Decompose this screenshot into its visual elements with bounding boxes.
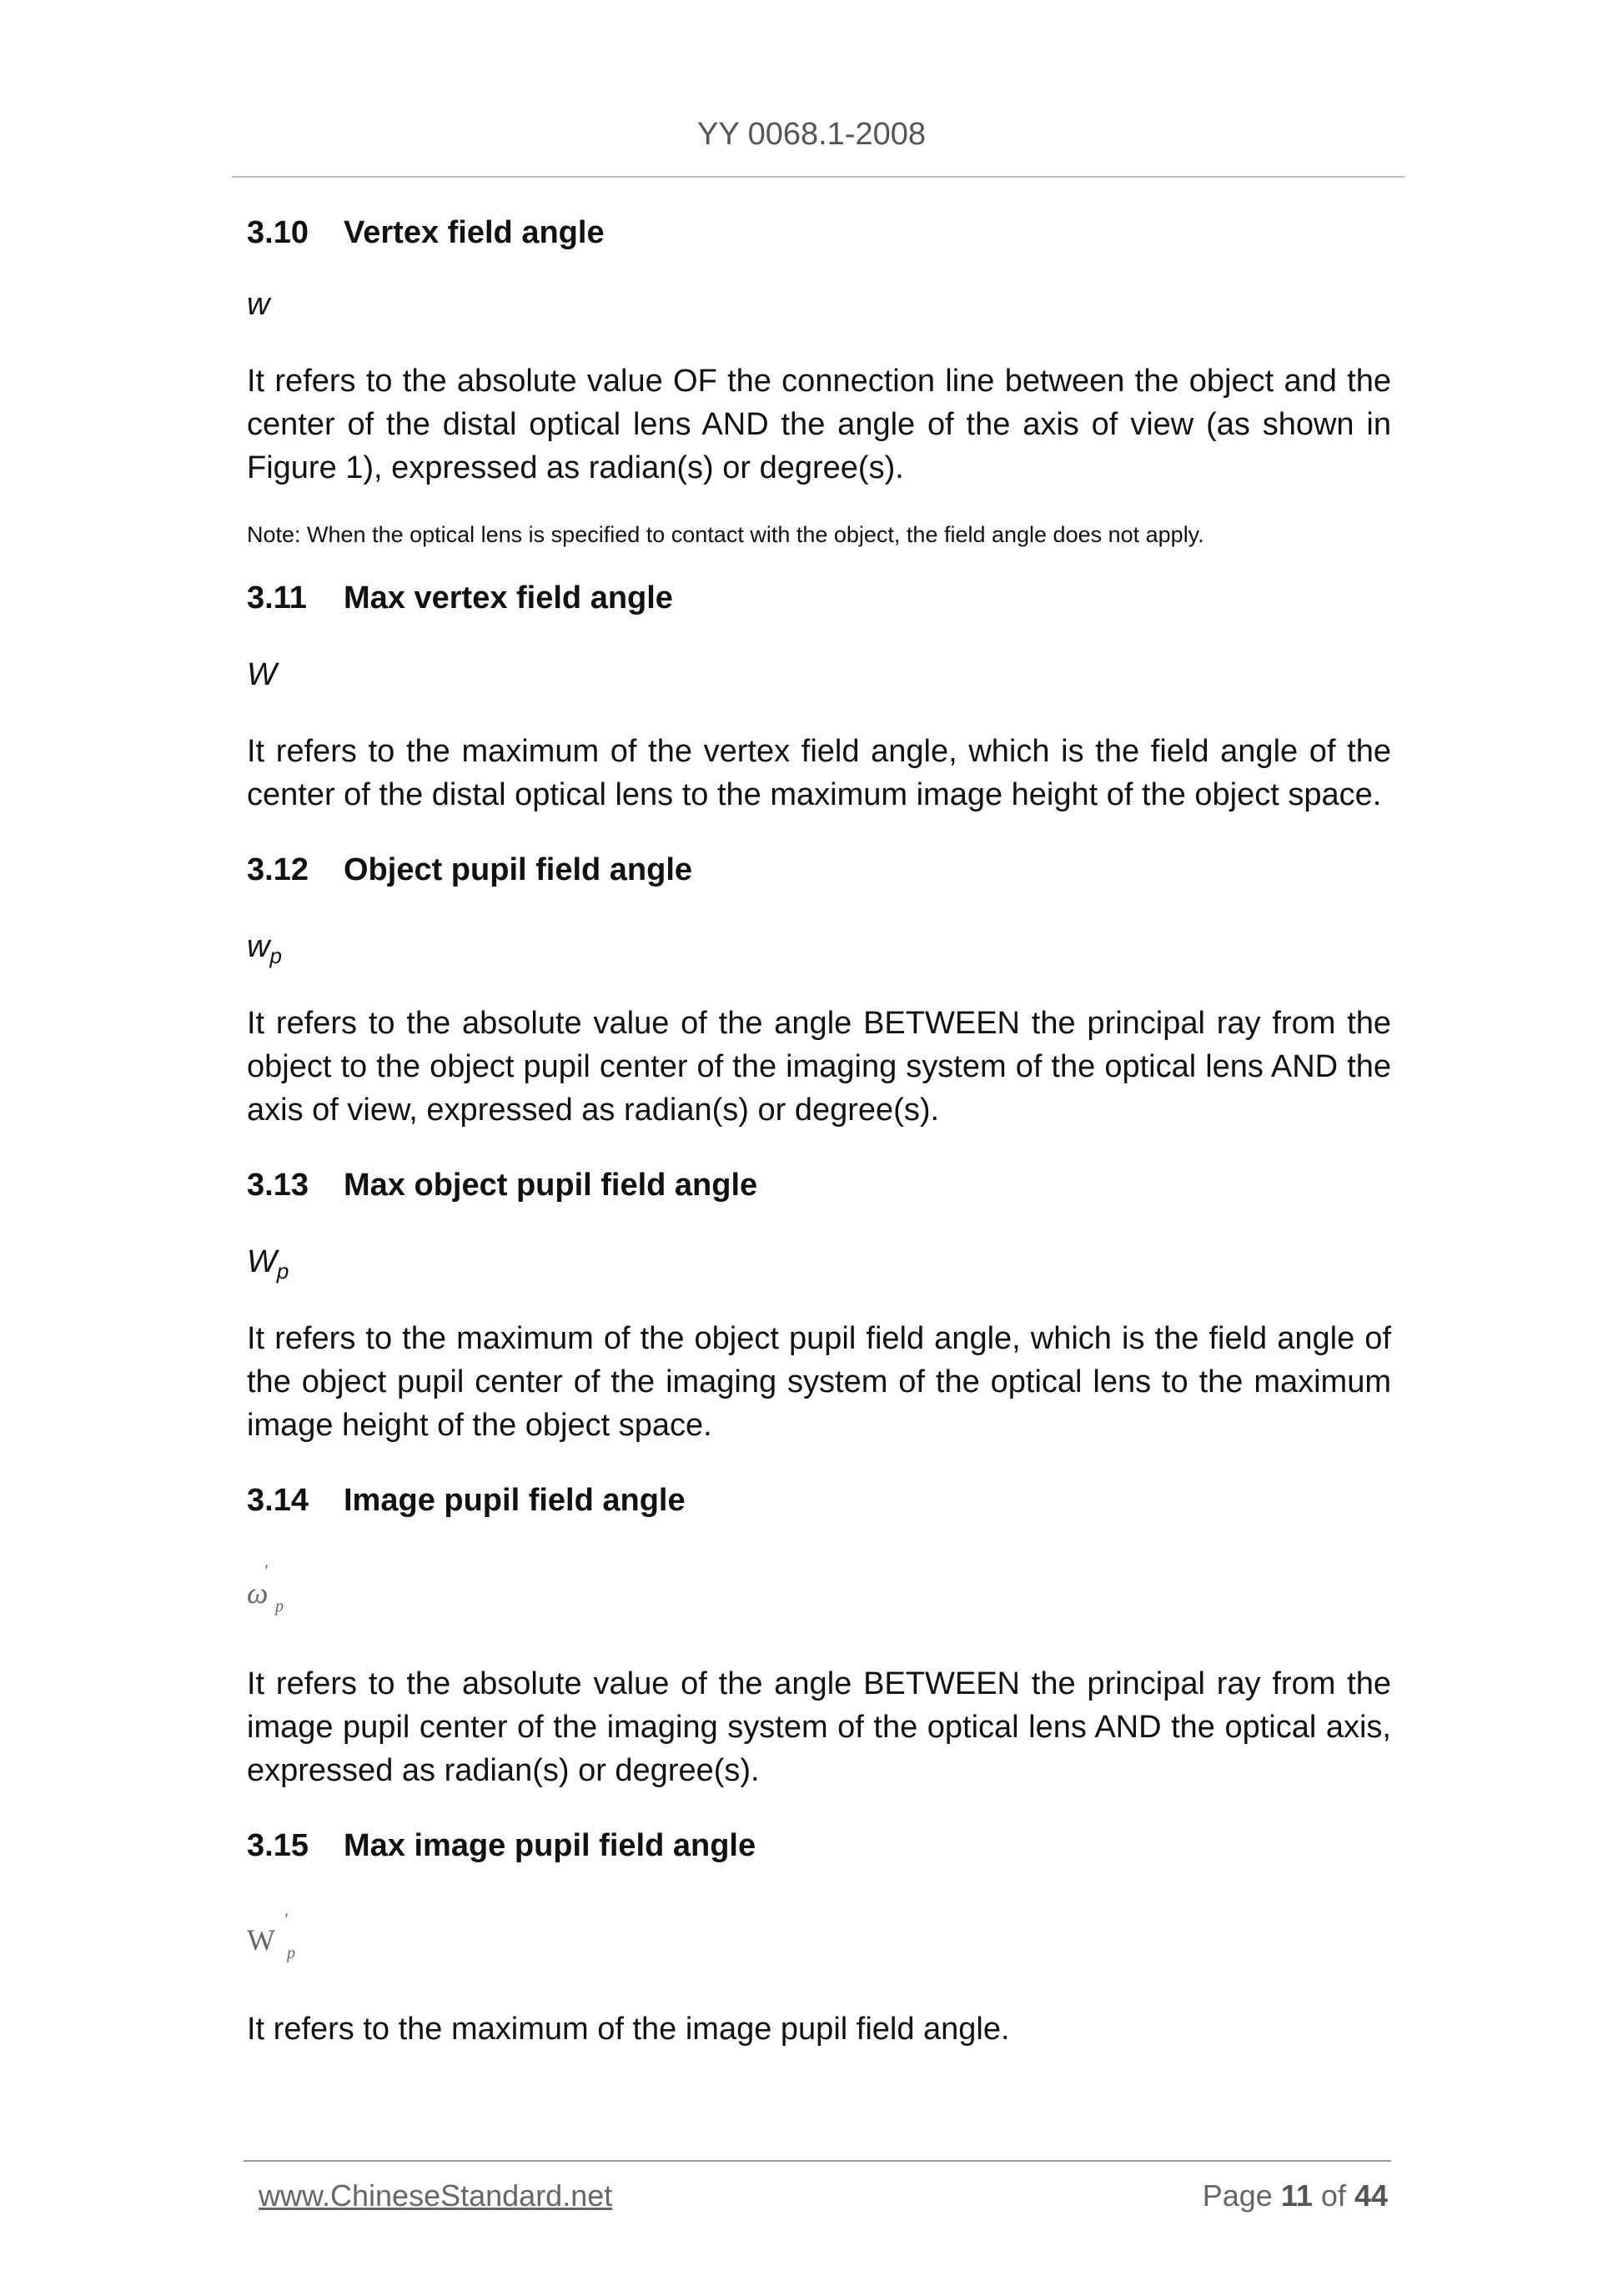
section-symbol	[247, 284, 1391, 324]
symbol-main: w	[247, 287, 270, 322]
section-number: 3.14	[247, 1483, 309, 1518]
section-title: Vertex field angle	[344, 215, 605, 250]
symbol-main: W	[247, 1923, 275, 1957]
symbol-prime: ′	[284, 1909, 288, 1930]
section-number: 3.10	[247, 215, 309, 250]
document-body	[247, 213, 1391, 2051]
symbol-subscript: p	[276, 1259, 289, 1284]
section-number: 3.13	[247, 1168, 309, 1203]
section-text: It refers to the maximum of the object pupil field angle, which is the field angle of the object pupil center of the imaging system of the optical lens to the maximum image height of the object space.	[247, 1321, 1391, 1443]
symbol-main: W	[247, 1244, 277, 1279]
section-number: 3.15	[247, 1828, 309, 1863]
section-heading-3-14	[247, 1480, 1391, 1520]
section-symbol	[247, 927, 1391, 967]
page-total: 44	[1354, 2178, 1388, 2213]
section-heading-3-10	[247, 213, 1391, 253]
section-text: It refers to the maximum of the vertex field angle, which is the field angle of the center of the distal optical lens to the maximum image height of the object space.	[247, 734, 1391, 812]
section-symbol	[247, 655, 1391, 695]
section-text: It refers to the absolute value OF the connection line between the object and the center of the distal optical lens AND the angle of the axis of view (as shown in Figure 1), expressed as radian(s) or degree(s).	[247, 364, 1391, 485]
section-title: Image pupil field angle	[344, 1483, 686, 1518]
section-heading-3-11	[247, 578, 1391, 618]
section-text: It refers to the maximum of the image pupil field angle.	[247, 2012, 1010, 2047]
section-title: Object pupil field angle	[344, 852, 693, 887]
section-heading-3-12	[247, 850, 1391, 890]
symbol-main: W	[247, 657, 277, 692]
section-symbol	[247, 1242, 1391, 1282]
page-current: 11	[1280, 2178, 1313, 2213]
page-of: of	[1320, 2178, 1346, 2213]
page-header-doc-id: YY 0068.1-2008	[697, 117, 926, 152]
section-number: 3.11	[247, 580, 307, 615]
section-symbol	[247, 1560, 1391, 1619]
section-number: 3.12	[247, 852, 309, 887]
symbol-main: ω	[247, 1576, 269, 1610]
section-note: Note: When the optical lens is specified to contact with the object, the field angle does not apply.	[247, 522, 1204, 547]
section-text: It refers to the absolute value of the angle BETWEEN the principal ray from the object to the object pupil center of the imaging system of the optical lens AND the axis of view, expressed as radian(s) or degree(s).	[247, 1006, 1391, 1128]
section-title: Max object pupil field angle	[344, 1168, 758, 1203]
section-text: It refers to the absolute value of the angle BETWEEN the principal ray from the image pupil center of the imaging system of the optical lens AND the optical axis, expressed as radian(s) or degree(s).	[247, 1666, 1391, 1788]
section-symbol	[247, 1906, 1391, 1964]
symbol-main: w	[247, 929, 270, 964]
footer-site-link[interactable]: www.ChineseStandard.net	[259, 2178, 613, 2213]
section-heading-3-15	[247, 1826, 1391, 1866]
symbol-subscript: p	[275, 1597, 284, 1615]
header-divider	[232, 176, 1404, 178]
symbol-subscript: p	[287, 1944, 295, 1962]
section-heading-3-13	[247, 1165, 1391, 1205]
footer-page-number	[1203, 2178, 1388, 2213]
symbol-prime: ′	[264, 1560, 268, 1581]
section-title: Max image pupil field angle	[344, 1828, 756, 1863]
section-title: Max vertex field angle	[344, 580, 673, 615]
symbol-subscript: p	[269, 943, 282, 968]
footer-divider	[244, 2160, 1391, 2162]
page-prefix: Page	[1202, 2178, 1273, 2213]
